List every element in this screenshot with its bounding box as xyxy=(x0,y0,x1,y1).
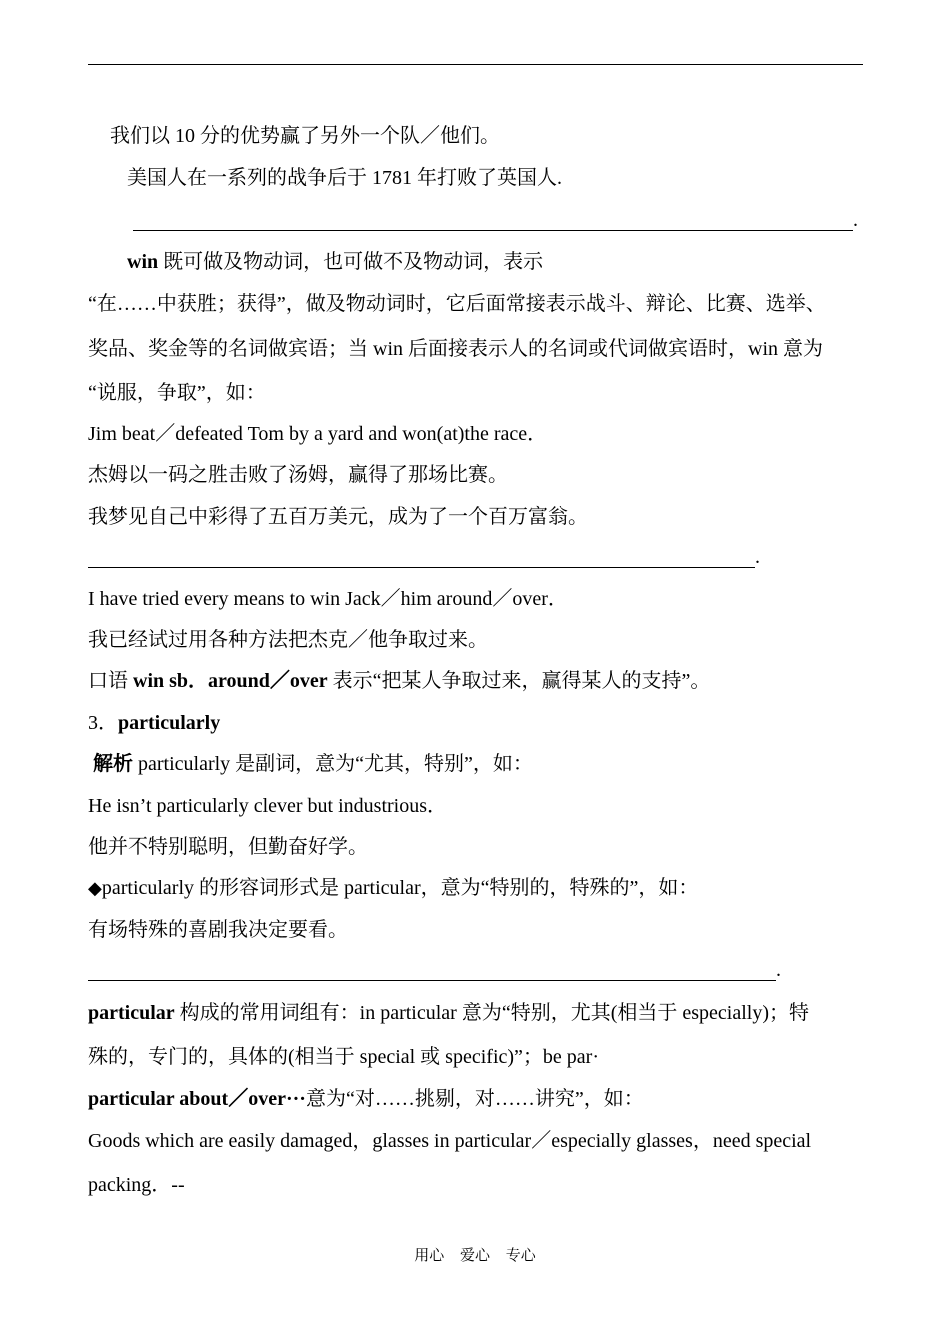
example-sentence-comedy: 有场特殊的喜剧我决定要看。 xyxy=(88,919,348,941)
example-sentence-1: 我们以 10 分的优势赢了另外一个队／他们。 xyxy=(110,125,500,147)
phrase-bold: win sb．around／over xyxy=(133,670,328,692)
header-rule xyxy=(88,64,863,65)
answer-blank-2[interactable] xyxy=(88,567,755,568)
example-english-jim: Jim beat／defeated Tom by a yard and won(at)the race． xyxy=(88,423,548,445)
win-explanation-intro-text: 既可做及物动词，也可做不及物动词，表示 xyxy=(158,251,544,273)
example-sentence-2: 美国人在一系列的战争后于 1781 年打败了英国人. xyxy=(127,167,562,189)
example-english-clever: He isn’t particularly clever but industrious． xyxy=(88,795,447,817)
phrase-list-keyword: particular xyxy=(88,1002,175,1024)
phrase-list-line-2: 殊的，专门的，具体的(相当于 special 或 specific)”；be par· xyxy=(88,1046,599,1068)
answer-blank-1[interactable] xyxy=(133,230,853,231)
phrase-particular-about xyxy=(88,1087,644,1111)
example-english-goods: Goods which are easily damaged，glasses in particular／especially glasses，need special xyxy=(88,1130,812,1152)
example-sentence-lottery: 我梦见自己中彩得了五百万美元，成为了一个百万富翁。 xyxy=(88,506,588,528)
section-heading-particularly xyxy=(88,711,220,735)
analysis-text: particularly 是副词，意为“尤其，特别”，如： xyxy=(133,753,533,775)
win-explanation-line-4: “说服，争取”，如： xyxy=(88,382,266,404)
diamond-bullet-icon: ◆ xyxy=(88,878,102,898)
win-explanation-line-2: “在……中获胜；获得”，做及物动词时，它后面常接表示战斗、辩论、比赛、选举、 xyxy=(88,293,826,315)
analysis-line xyxy=(93,752,533,776)
answer-blank-3-period: . xyxy=(776,959,781,981)
page-footer: 用心 爱心 专心 xyxy=(414,1248,536,1264)
answer-blank-3[interactable] xyxy=(88,980,776,981)
phrase-meaning: 表示“把某人争取过来，赢得某人的支持”。 xyxy=(327,670,711,692)
section-number: 3． xyxy=(88,712,118,734)
example-english-goods-cont: packing．-- xyxy=(88,1174,185,1196)
answer-blank-1-period: . xyxy=(853,209,858,231)
win-explanation-intro xyxy=(127,250,543,274)
phrase-prefix: 口语 xyxy=(88,670,133,692)
adjective-form-text: particularly 的形容词形式是 particular，意为“特别的，特殊的”，如： xyxy=(101,877,699,899)
answer-blank-2-period: . xyxy=(755,546,760,568)
example-chinese-clever: 他并不特别聪明，但勤奋好学。 xyxy=(88,836,368,858)
example-english-jack: I have tried every means to win Jack／him around／over． xyxy=(88,588,568,610)
phrase-win-around xyxy=(88,669,710,693)
adjective-form-note xyxy=(88,876,698,900)
section-title: particularly xyxy=(118,712,221,734)
phrase-list-line-1 xyxy=(88,1001,809,1025)
example-chinese-jim: 杰姆以一码之胜击败了汤姆，赢得了那场比赛。 xyxy=(88,464,508,486)
win-explanation-line-3: 奖品、奖金等的名词做宾语；当 win 后面接表示人的名词或代词做宾语时，win 意为 xyxy=(88,338,823,360)
phrase-list-text: 构成的常用词组有：in particular 意为“特别，尤其(相当于 especially)；特 xyxy=(174,1002,809,1024)
analysis-label: 解析 xyxy=(93,753,133,775)
phrase-particular-about-bold: particular about／over··· xyxy=(88,1088,306,1110)
example-chinese-jack: 我已经试过用各种方法把杰克／他争取过来。 xyxy=(88,629,488,651)
keyword-win: win xyxy=(127,251,159,273)
phrase-particular-about-text: 意为“对……挑剔，对……讲究”，如： xyxy=(305,1088,644,1110)
